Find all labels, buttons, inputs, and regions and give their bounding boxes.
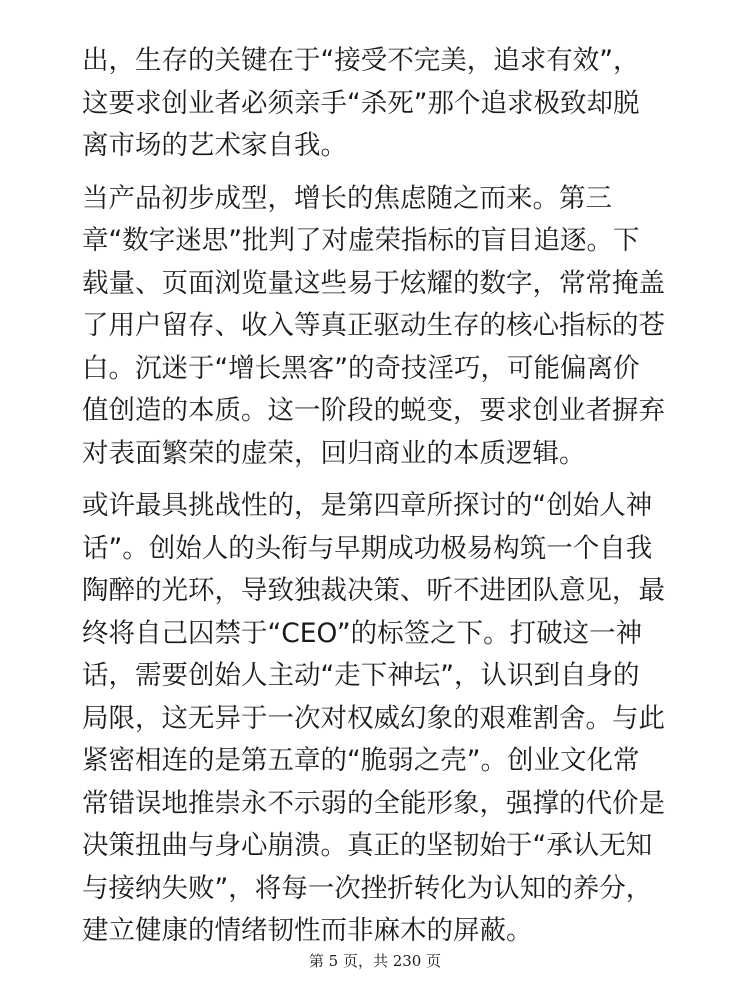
text-line: 与接纳失败”，将每一次挫折转化为认知的养分， bbox=[82, 872, 653, 904]
text-line: 白。沉迷于“增长黑客”的奇技淫巧，可能偏离价 bbox=[82, 352, 640, 384]
text-line: 对表面繁荣的虚荣，回归商业的本质逻辑。 bbox=[82, 437, 586, 469]
text-line: 终将自己囚禁于“CEO”的标签之下。打破这一神 bbox=[82, 617, 643, 649]
text-line: 话，需要创始人主动“走下神坛”，认识到自身的 bbox=[82, 660, 640, 691]
page-number-footer: 第 5 页，共 230 页 bbox=[308, 952, 442, 970]
text-line: 决策扭曲与身心崩溃。真正的坚韧始于“承认无知 bbox=[82, 830, 653, 861]
text-line: 局限，这无异于一次对权威幻象的艰难割舍。与此 bbox=[82, 702, 665, 734]
text-line: 话”。创始人的头衔与早期成功极易构筑一个自我 bbox=[82, 532, 653, 564]
paragraph-1 bbox=[82, 40, 672, 168]
text-line: 了用户留存、收入等真正驱动生存的核心指标的苍 bbox=[82, 310, 665, 341]
text-line: 值创造的本质。这一阶段的蜕变，要求创业者摒弃 bbox=[82, 395, 665, 426]
text-line: 陶醉的光环，导致独裁决策、听不进团队意见，最 bbox=[82, 575, 665, 606]
text-line: 当产品初步成型，增长的焦虑随之而来。第三 bbox=[82, 182, 612, 214]
text-line: 或许最具挑战性的，是第四章所探讨的“创始人神 bbox=[82, 490, 653, 521]
text-line: 建立健康的情绪韧性而非麻木的屏蔽。 bbox=[82, 915, 533, 946]
body-text bbox=[82, 40, 672, 963]
paragraph-2 bbox=[82, 178, 672, 476]
text-line: 章“数字迷思”批判了对虚荣指标的盲目追逐。下 bbox=[82, 225, 640, 256]
paragraph-3 bbox=[82, 485, 672, 953]
text-line: 这要求创业者必须亲手“杀死”那个追求极致却脱 bbox=[82, 87, 640, 119]
text-line: 出，生存的关键在于“接受不完美，追求有效”， bbox=[82, 45, 640, 76]
text-line: 离市场的艺术家自我。 bbox=[82, 130, 347, 161]
text-line: 载量、页面浏览量这些易于炫耀的数字，常常掩盖 bbox=[82, 267, 665, 299]
text-line: 常错误地推崇永不示弱的全能形象，强撑的代价是 bbox=[82, 787, 665, 819]
text-line: 紧密相连的是第五章的“脆弱之壳”。创业文化常 bbox=[82, 745, 640, 776]
